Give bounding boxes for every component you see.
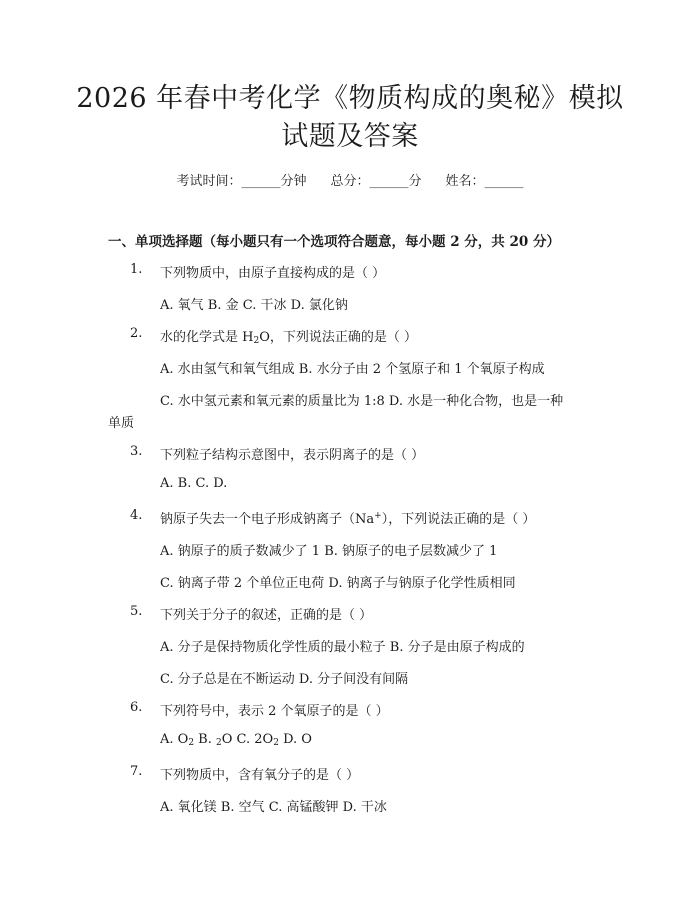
exam-title-line-2: 试题及答案 — [281, 121, 419, 152]
question-number: 7. — [130, 764, 143, 779]
subscript: 2 — [253, 336, 260, 346]
option-part: O C. 2O — [221, 732, 274, 747]
exam-meta — [0, 170, 700, 189]
question-text — [160, 326, 417, 346]
question-options: C. 水中氢元素和氧元素的质量比为 1:8 D. 水是一种化合物，也是一种 — [160, 394, 564, 409]
question-text-part: O，下列说法正确的是（ ） — [259, 330, 418, 345]
question-number: 3. — [130, 444, 143, 459]
option-part: B. — [194, 732, 216, 747]
question-number: 2. — [130, 326, 143, 341]
question-text: 下列物质中，含有氧分子的是（ ） — [160, 768, 360, 783]
question-options: A. 水由氢气和氧气组成 B. 水分子由 2 个氢原子和 1 个氧原子构成 — [160, 362, 545, 377]
subscript: 2 — [188, 738, 195, 748]
option-part: A. O — [160, 732, 189, 747]
question-text: 下列符号中，表示 2 个氧原子的是（ ） — [160, 704, 389, 719]
question-text: 下列物质中，由原子直接构成的是（ ） — [160, 266, 386, 281]
question-number: 5. — [130, 604, 143, 619]
total-score-field: 总分：______分 — [330, 174, 422, 189]
question-options — [160, 732, 312, 748]
exam-time-field: 考试时间：______分钟 — [176, 174, 307, 189]
question-text-part: 水的化学式是 H — [160, 330, 254, 345]
question-options: A. 钠原子的质子数减少了 1 B. 钠原子的电子层数减少了 1 — [160, 544, 498, 559]
question-options: C. 分子总是在不断运动 D. 分子间没有间隔 — [160, 672, 409, 687]
question-number: 6. — [130, 700, 143, 715]
question-text-part: ），下列说法正确的是（ ） — [381, 512, 536, 527]
question-options: A. 氧化镁 B. 空气 C. 高锰酸钾 D. 干冰 — [160, 800, 387, 815]
question-options: A. 分子是保持物质化学性质的最小粒子 B. 分子是由原子构成的 — [160, 640, 525, 655]
question-options: C. 钠离子带 2 个单位正电荷 D. 钠离子与钠原子化学性质相同 — [160, 576, 516, 591]
question-options: A. 氧气 B. 金 C. 干冰 D. 氯化钠 — [160, 298, 348, 313]
question-text: 下列关于分子的叙述，正确的是（ ） — [160, 608, 373, 623]
student-name-field: 姓名：______ — [445, 174, 524, 189]
question-text: 下列粒子结构示意图中，表示阴离子的是（ ） — [160, 448, 425, 463]
question-options-wrap: 单质 — [108, 416, 135, 431]
section-heading: 一、单项选择题（每小题只有一个选项符合题意，每小题 2 分，共 20 分） — [108, 234, 560, 250]
subscript: 2 — [216, 738, 222, 748]
exam-title-line-1: 2026 年春中考化学《物质构成的奥秘》模拟 — [76, 83, 624, 114]
question-text-part: 钠原子失去一个电子形成钠离子（Na — [160, 512, 375, 527]
question-number: 4. — [130, 508, 143, 523]
subscript: 2 — [273, 738, 279, 748]
question-text — [160, 508, 535, 527]
question-options: A. B. C. D. — [160, 476, 228, 491]
option-part: D. O — [278, 732, 312, 747]
superscript: + — [374, 511, 382, 521]
question-number: 1. — [130, 262, 143, 277]
